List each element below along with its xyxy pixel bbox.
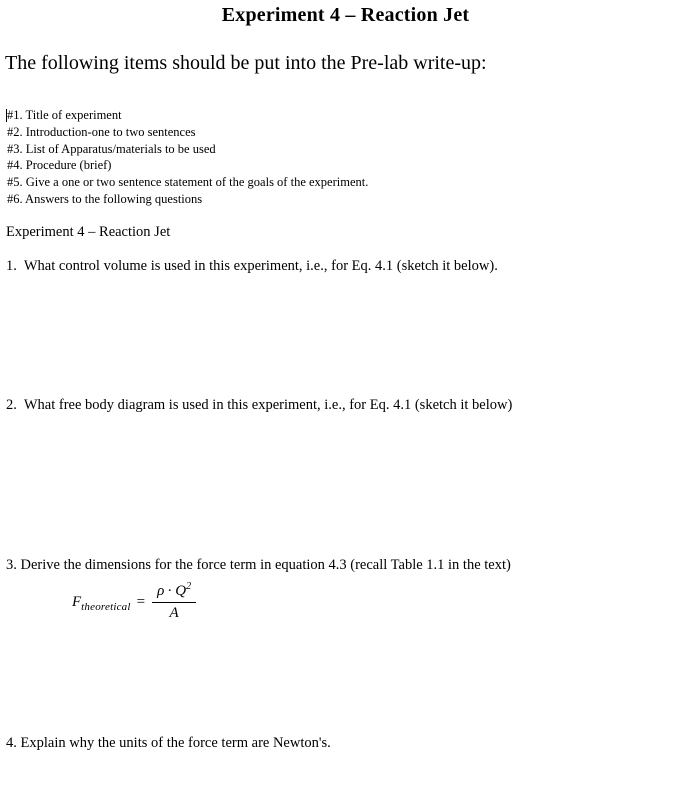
exponent-2: 2: [186, 581, 192, 592]
formula-lhs: [72, 594, 131, 611]
question-4: 4. Explain why the units of the force term are Newton's.: [6, 735, 331, 751]
formula-f-theoretical: [72, 583, 196, 622]
prelab-item-4: #4. Procedure (brief): [7, 158, 112, 173]
question-1: 1. What control volume is used in this experiment, i.e., for Eq. 4.1 (sketch it below).: [6, 258, 498, 274]
equals-sign: =: [136, 594, 146, 610]
q-symbol: Q: [175, 583, 187, 599]
question-2: 2. What free body diagram is used in this experiment, i.e., for Eq. 4.1 (sketch it below): [6, 397, 513, 413]
formula-denominator: A: [169, 605, 179, 621]
formula-fraction: [152, 583, 196, 622]
document-title: Experiment 4 – Reaction Jet: [221, 4, 470, 26]
prelab-item-1: #1. Title of experiment: [7, 108, 122, 122]
formula-symbol-F: F: [72, 594, 82, 610]
prelab-item-2: #2. Introduction-one to two sentences: [7, 124, 196, 139]
formula-numerator: [152, 583, 196, 603]
section-heading: Experiment 4 – Reaction Jet: [6, 224, 171, 240]
prelab-items-list: [7, 107, 368, 208]
question-3: 3. Derive the dimensions for the force term in equation 4.3 (recall Table 1.1 in the text): [6, 557, 511, 573]
prelab-item-3: #3. List of Apparatus/materials to be used: [7, 141, 216, 156]
rho-symbol: ρ: [157, 583, 165, 599]
formula-subscript-theoretical: theoretical: [81, 601, 131, 613]
multiplication-dot: ·: [167, 583, 173, 599]
prelab-intro-line: The following items should be put into the Pre-lab write-up:: [5, 52, 487, 74]
prelab-item-6: #6. Answers to the following questions: [7, 191, 203, 206]
prelab-item-5: #5. Give a one or two sentence statement of the goals of the experiment.: [7, 175, 369, 190]
